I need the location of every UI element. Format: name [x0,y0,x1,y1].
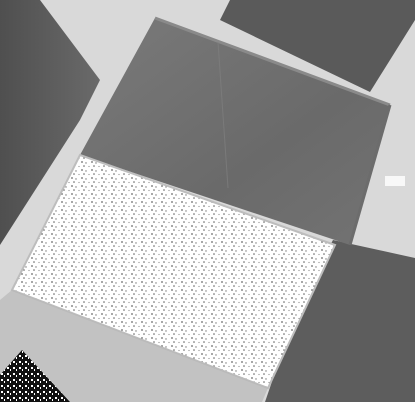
right-edge-glare [385,176,405,186]
